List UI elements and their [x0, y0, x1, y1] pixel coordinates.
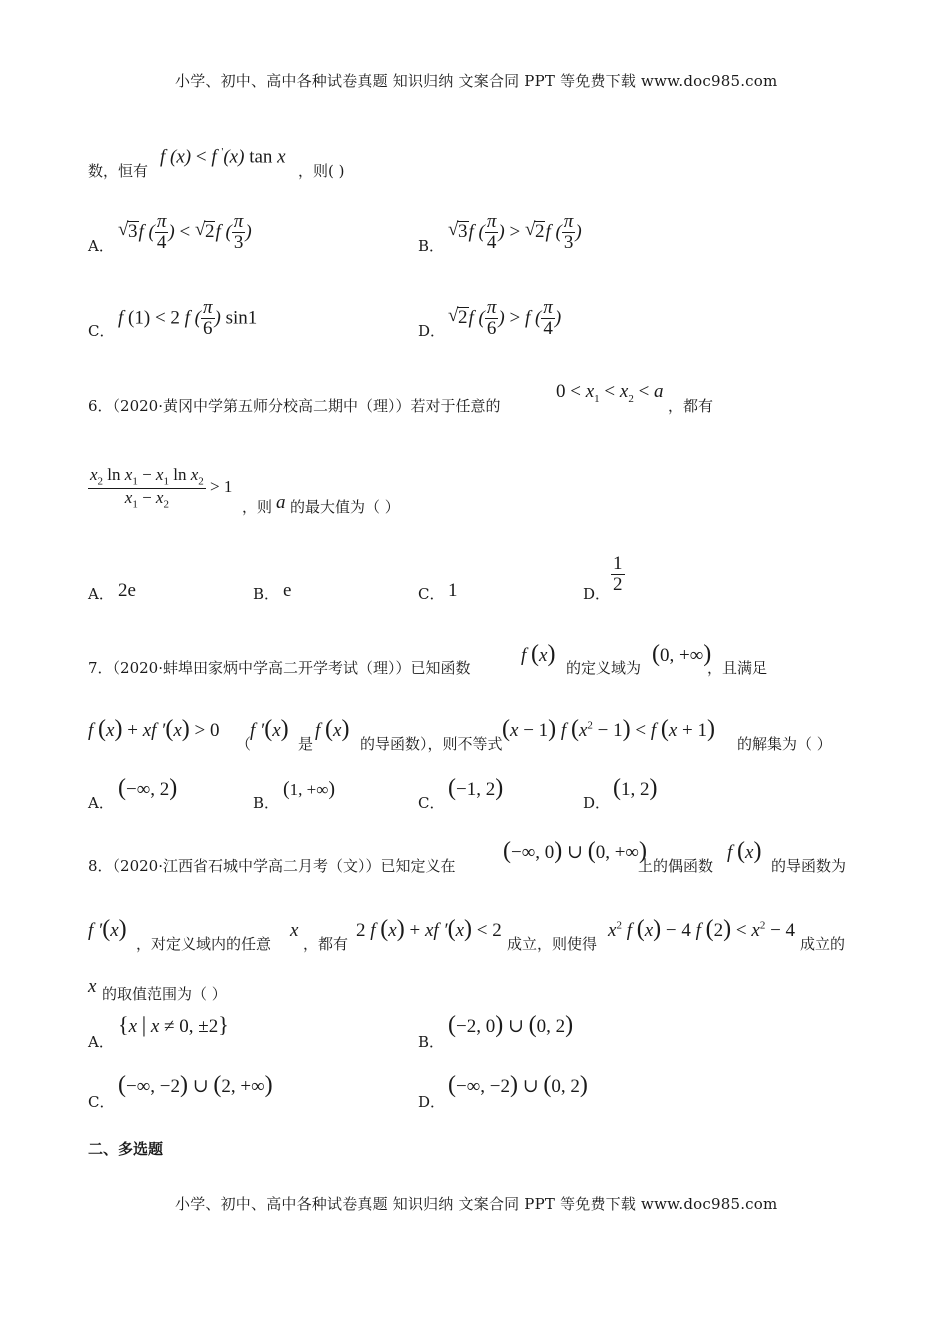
q6-inequality-formula: $\frac{x_2 \ln x_1 - x_1 \ln x_2}{x_1 - x_2}$ > 1	[90, 465, 233, 511]
q8-derivative: f ′(x)	[88, 916, 127, 942]
q5-post-text: ，则( )	[298, 162, 345, 180]
q5-option-d-label: D．	[418, 322, 446, 340]
q5-stem	[88, 160, 148, 181]
q6-source: （2020·黄冈中学第五师分校高二期中（理））若对于任意的	[112, 397, 501, 415]
q6-tail-a: ，则	[242, 498, 273, 516]
q8-t1: 上的偶函数	[638, 857, 714, 875]
q8-option-a-label: A．	[88, 1033, 114, 1051]
q7-option-a-formula: (−∞, 2)	[118, 775, 178, 801]
q6-option-a-label: A．	[88, 585, 114, 603]
q6-option-d-formula: $\frac{1}{2}$	[613, 553, 623, 595]
q8-t4: ，都有	[303, 935, 349, 953]
q8-option-d-label: D．	[418, 1093, 446, 1111]
q8-t5: 成立，则使得	[507, 935, 598, 953]
q8-t6: 成立的	[800, 935, 846, 953]
q8-stem	[88, 855, 456, 876]
q7-t3: （	[236, 735, 252, 753]
q6-tail-b: 的最大值为（ ）	[290, 498, 400, 516]
q6-option-b-label: B．	[253, 585, 280, 603]
q8-variable-x-2: x	[88, 976, 97, 997]
q5-option-d-formula: √ 2f ( $\frac{\pi}{6}$ ) > f ( $\frac{\pi}{4}$ )	[448, 297, 562, 339]
q7-stem	[88, 657, 471, 678]
q8-number: 8．	[88, 857, 113, 875]
q7-domain: (0, +∞)	[652, 641, 712, 667]
q7-option-d-label: D．	[583, 794, 611, 812]
q7-condition-formula: f (x) + xf ′(x) > 0	[88, 716, 220, 742]
q6-option-c-value: 1	[448, 580, 458, 601]
q6-variable-a: a	[276, 492, 286, 513]
q6-option-b-value: e	[283, 580, 292, 601]
q8-domain: (−∞, 0) ∪ (0, +∞)	[503, 838, 647, 864]
q6-stem	[88, 395, 501, 416]
q7-option-b-label: B．	[253, 794, 280, 812]
q5-option-c-formula: f (1) < 2 f ( $\frac{\pi}{6}$ ) sin1	[118, 297, 258, 339]
q5-option-a-label: A．	[88, 237, 114, 255]
q7-derivative: f ′(x)	[250, 716, 289, 742]
q7-function-fx: f (x)	[521, 641, 556, 667]
q6-option-a-value: 2e	[118, 580, 136, 601]
q8-option-b-formula: (−2, 0) ∪ (0, 2)	[448, 1012, 574, 1038]
q6-range-formula: $0 < x_1 < x_2 < a$	[556, 381, 664, 405]
q8-t7: 的取值范围为（ ）	[102, 985, 227, 1003]
q6-number: 6．	[88, 397, 113, 415]
q7-option-b-formula: (1, +∞)	[283, 778, 336, 800]
q8-option-c-formula: (−∞, −2) ∪ (2, +∞)	[118, 1072, 273, 1098]
q7-option-c-label: C．	[418, 794, 445, 812]
q8-option-c-label: C．	[88, 1093, 115, 1111]
q7-t5: 的导函数），则不等式	[360, 735, 503, 753]
q8-inequality-formula: $x^2$ f (x) − 4 f $(2) < x^2 - 4$	[608, 916, 796, 942]
q8-condition-formula: 2 f (x) + xf ′(x) < 2	[356, 916, 502, 942]
q7-option-c-formula: (−1, 2)	[448, 775, 504, 801]
q7-t4: 是	[298, 735, 314, 753]
q7-number: 7．	[88, 659, 113, 677]
q8-option-a-formula: {x | x ≠ 0, ±2}	[118, 1012, 229, 1037]
q8-option-b-label: B．	[418, 1033, 445, 1051]
q8-t2: 的导函数为	[771, 857, 847, 875]
q7-t2: ，且满足	[707, 659, 768, 677]
q8-option-d-formula: (−∞, −2) ∪ (0, 2)	[448, 1072, 588, 1098]
q8-function-fx: f (x)	[727, 838, 762, 864]
q5-option-b-label: B．	[418, 237, 445, 255]
q8-variable-x: x	[290, 920, 299, 941]
q7-t6: 的解集为（ ）	[737, 735, 832, 753]
q5-option-c-label: C．	[88, 322, 115, 340]
page-footer: 小学、初中、高中各种试卷真题 知识归纳 文案合同 PPT 等免费下载 www.doc985.com	[175, 1195, 778, 1213]
q8-source: （2020·江西省石城中学高二月考（文））已知定义在	[112, 857, 456, 875]
q7-option-a-label: A．	[88, 794, 114, 812]
q6-option-c-label: C．	[418, 585, 445, 603]
q5-condition-formula: f (x) < f '(x) tan x	[160, 146, 286, 168]
q5-pre-text: 数，恒有	[88, 162, 149, 180]
section-title-multiple-choice: 二、多选题	[88, 1140, 164, 1158]
q7-function-fx-2: f (x)	[315, 716, 350, 742]
q6-option-d-label: D．	[583, 585, 611, 603]
q8-t3: ，对定义域内的任意	[136, 935, 272, 953]
page-header: 小学、初中、高中各种试卷真题 知识归纳 文案合同 PPT 等免费下载 www.doc985.com	[175, 72, 778, 90]
q7-inequality-formula: (x − 1) f $(x^2 - 1) < f$ (x + 1)	[502, 716, 715, 742]
q7-source: （2020·蚌埠田家炳中学高二开学考试（理））已知函数	[112, 659, 471, 677]
q7-t1: 的定义域为	[566, 659, 642, 677]
q6-mid-text: ，都有	[668, 397, 714, 415]
q5-option-b-formula: √ 3f ( $\frac{\pi}{4}$ ) > √ 2f ( $\frac{\pi}{3}$ )	[448, 211, 582, 253]
q7-option-d-formula: (1, 2)	[613, 775, 658, 801]
q5-option-a-formula: √ 3f ( $\frac{\pi}{4}$ ) < √ 2f ( $\frac{\pi}{3}$ )	[118, 211, 252, 253]
